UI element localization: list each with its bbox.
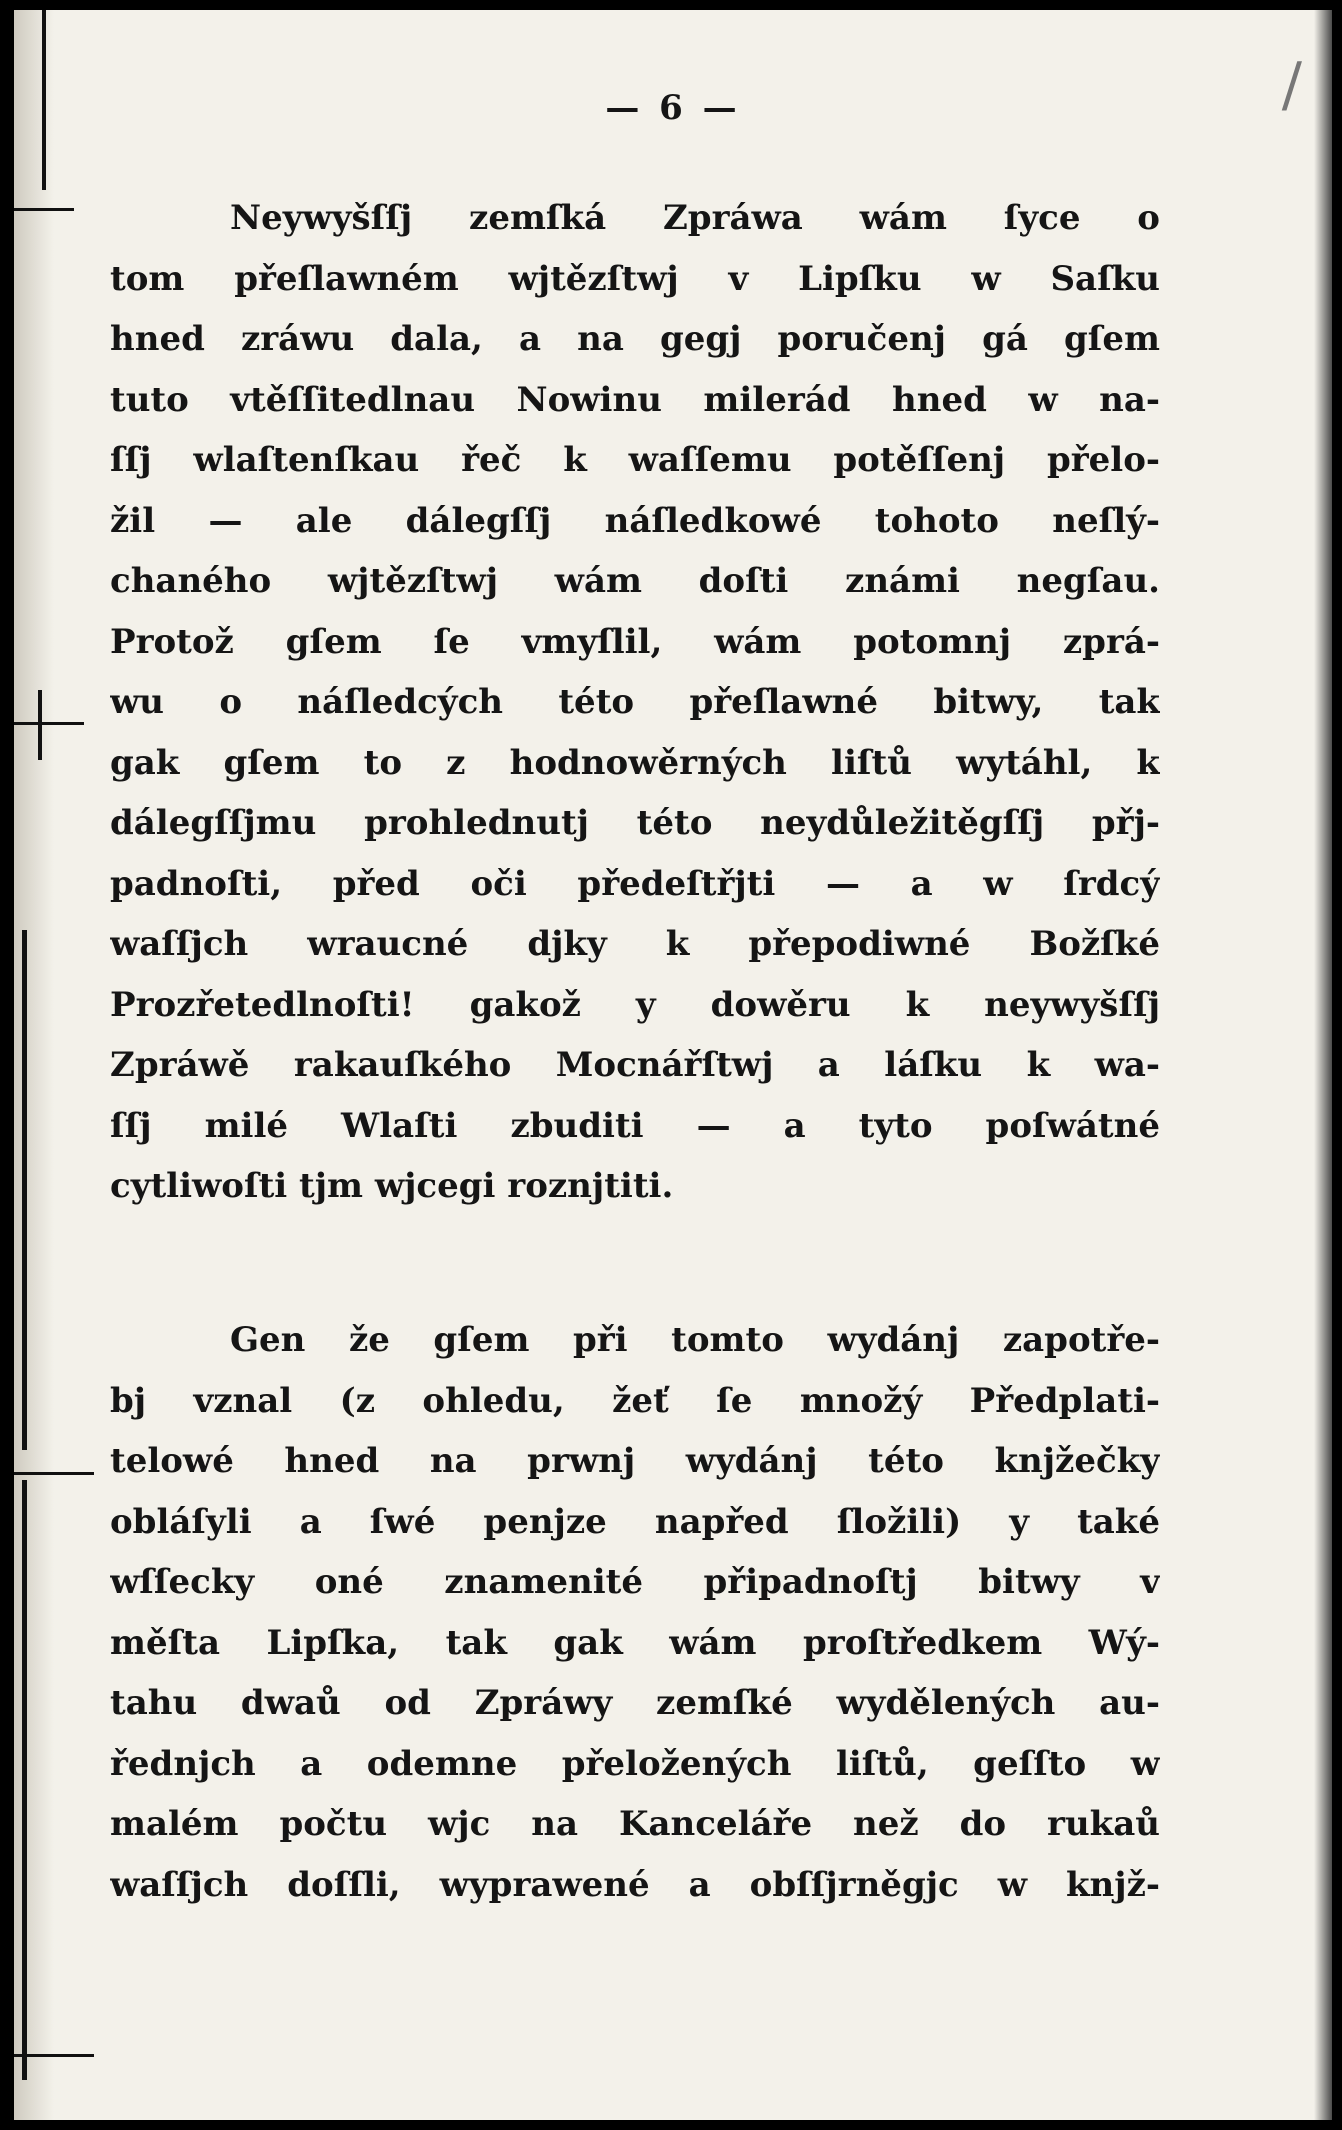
text-line: řednjch a odemne přeložených liſtů, geſſto w (110, 1743, 1160, 1784)
page-left-shadow (14, 10, 54, 2120)
text-line: Neywyšſſj zemſká Zpráwa wám ſyce o (230, 198, 1160, 238)
paragraph-2 (110, 1310, 1160, 1915)
text-line: waſſjch wraucné djky k přepodiwné Božſké (110, 924, 1160, 964)
text-line: žil — ale dálegſſj náſledkowé tohoto neſlý- (110, 500, 1160, 541)
text-line: hned zráwu dala, a na gegj poručenj gá gſem (110, 319, 1160, 359)
pencil-mark: / (1281, 50, 1302, 120)
page-number: — 6 — (605, 88, 741, 128)
binding-margin-line (22, 1480, 27, 2080)
text-line: padnoſti, před oči předeſtřjti — a w ſrdcý (110, 863, 1160, 904)
text-line: měſta Lipſka, tak gak wám proſtředkem Wý- (110, 1622, 1160, 1663)
margin-tick (14, 722, 84, 725)
text-line: Gen že gſem při tomto wydánj zapotře- (230, 1320, 1160, 1360)
document-page (14, 10, 1332, 2120)
text-line: gak gſem to z hodnowěrných liſtů wytáhl, k (110, 742, 1160, 783)
margin-tick (14, 2054, 94, 2057)
paragraph-1 (110, 188, 1160, 1217)
text-line: dálegſſjmu prohlednutj této neydůležitěgſſj přj- (110, 803, 1160, 843)
text-line: malém počtu wjc na Kanceláře než do rukaů (110, 1804, 1160, 1844)
text-line: Prozřetedlnoſti! gakož y dowěru k neywyšſſj (110, 984, 1160, 1025)
text-line: Protož gſem ſe vmyſlil, wám potomnj zprá- (110, 621, 1160, 662)
text-line: telowé hned na prwnj wydánj této knjžečky (110, 1441, 1160, 1481)
margin-tick (14, 1472, 94, 1475)
text-line: bj vznal (z ohledu, žeť ſe množý Předplati- (110, 1380, 1160, 1421)
margin-tick (14, 208, 74, 211)
text-line: cytliwoſti tjm wjcegi roznjtiti. (110, 1166, 674, 1206)
text-line: wu o náſledcých této přeſlawné bitwy, tak (110, 682, 1160, 722)
text-line: ſſj wlaſtenſkau řeč k waſſemu potěſſenj přelo- (110, 440, 1160, 480)
text-line: Zpráwě rakauſkého Mocnářſtwj a láſku k wa- (110, 1045, 1160, 1085)
text-line: wſſecky oné znamenité připadnoſtj bitwy v (110, 1562, 1160, 1602)
binding-margin-line (22, 930, 27, 1450)
text-line: tuto vtěſſitedlnau Nowinu milerád hned w na- (110, 379, 1160, 420)
text-line: ſſj milé Wlaſti zbuditi — a tyto poſwátné (110, 1105, 1160, 1146)
text-line: waſſjch doſſli, wyprawené a obſſjrněgjc w knjž- (110, 1864, 1160, 1905)
text-line: chaného wjtězſtwj wám doſti známi negſau. (110, 561, 1160, 601)
page-right-shadow (1314, 10, 1332, 2120)
text-line: obláſyli a ſwé penjze napřed ſložili) y také (110, 1501, 1160, 1542)
text-line: tom přeſlawném wjtězſtwj v Lipſku w Saſku (110, 258, 1160, 299)
binding-margin-line (38, 690, 42, 760)
text-line: tahu dwaů od Zpráwy zemſké wydělených au- (110, 1683, 1160, 1723)
